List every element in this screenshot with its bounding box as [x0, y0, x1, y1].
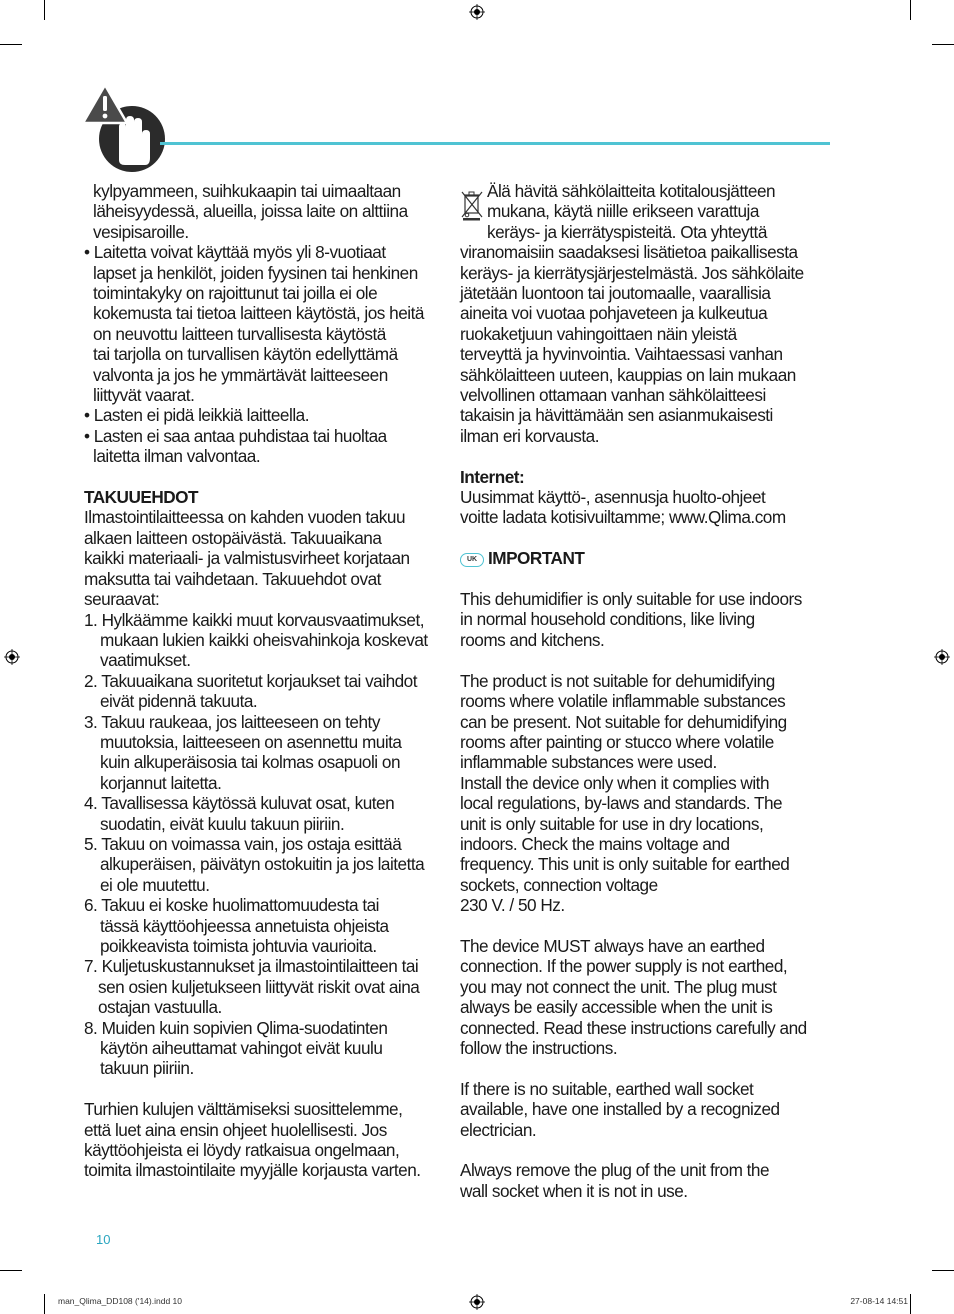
- registration-mark-icon: [934, 649, 950, 665]
- closing-text: että luet aina ensin ohjeet huolellisesti. Jos: [84, 1119, 387, 1140]
- important-text: frequency. This unit is only suitable for earthed: [460, 854, 790, 875]
- important-text: unit is only suitable for use in dry locations,: [460, 813, 764, 834]
- warranty-intro-line: seuraavat:: [84, 589, 160, 610]
- registration-mark-icon: [469, 1294, 485, 1310]
- bullet-item-line: • Laitetta voivat käyttää myös yli 8-vuotiaat: [84, 242, 386, 263]
- weee-text: velvollinen ottamaan vanhan sähkölaitteesi: [460, 385, 766, 406]
- internet-text: voitte ladata kotisivuiltamme; www.Qlima.com: [460, 507, 786, 528]
- warning-hand-icon: [82, 82, 168, 174]
- intro-text: kylpyammeen, suihkukaapin tai uimaaltaan: [93, 181, 401, 201]
- crossed-out-bin-icon: [461, 189, 483, 221]
- important-text: The product is not suitable for dehumidifying: [460, 670, 775, 691]
- warranty-item-line: 8. Muiden kuin sopivien Qlima-suodatinten: [84, 1017, 388, 1038]
- weee-text: aineita voi vuotaa pohjaveteen ja kulkeutua: [460, 303, 768, 324]
- crop-mark: [44, 0, 45, 20]
- warranty-item-line: alkuperäisen, päivätyn ostokuitin ja jos laitetta: [100, 854, 425, 875]
- important-text: rooms after painting or stucco where volatile: [460, 731, 774, 752]
- important-text: local regulations, by-laws and standards. The: [460, 793, 783, 814]
- weee-text: keräys- ja kierrätysjärjestelmästä. Jos sähkölaite: [460, 262, 804, 283]
- closing-text: toimita ilmastointilaite myyjälle korjausta varten.: [84, 1160, 421, 1181]
- header-accent-line: [160, 142, 830, 145]
- bullet-item-line: liittyvät vaarat.: [93, 385, 195, 406]
- important-text: wall socket when it is not in use.: [460, 1180, 688, 1201]
- warranty-intro-line: alkaen laitteen ostopäivästä. Takuuaikana: [84, 527, 382, 548]
- warranty-item-line: poikkeavista toimista johtuvia vaurioita.: [100, 936, 377, 957]
- bullet-item-line: kokemusta tai tietoa laitteen käytöstä, jos heitä: [93, 303, 424, 324]
- important-text: can be present. Not suitable for dehumidifying: [460, 711, 787, 732]
- weee-text: ilman eri korvausta.: [460, 425, 600, 446]
- important-text: Always remove the plug of the unit from the: [460, 1160, 770, 1181]
- right-column: [460, 181, 832, 1201]
- important-text: available, have one installed by a recognized: [460, 1099, 780, 1120]
- weee-block: [460, 181, 832, 242]
- important-text: connection. If the power supply is not earthed,: [460, 956, 788, 977]
- important-text: rooms where volatile inflammable substances: [460, 691, 786, 712]
- warranty-item-line: eivät pidennä takuuta.: [100, 691, 258, 712]
- internet-text: Uusimmat käyttö-, asennusja huolto-ohjeet: [460, 487, 766, 508]
- important-text: Install the device only when it complies with: [460, 772, 769, 793]
- weee-text: terveyttä ja hyvinvointia. Vaihtaessasi vanhan: [460, 344, 783, 365]
- crop-mark: [44, 1294, 45, 1314]
- warranty-item-line: 6. Takuu ei koske huolimattomuudesta tai: [84, 895, 379, 916]
- bullet-item-line: on neuvottu laitteen turvallisesta käytöstä: [93, 323, 386, 344]
- warranty-item-line: 4. Tavallisessa käytössä kuluvat osat, kuten: [84, 793, 395, 814]
- intro-text: vesipisaroille.: [93, 221, 189, 242]
- bullet-item-line: • Lasten ei pidä leikkiä laitteella.: [84, 405, 309, 426]
- intro-text: läheisyydessä, alueilla, joissa laite on alttiina: [93, 201, 408, 222]
- warranty-item-line: sen osien kuljetukseen liittyvät riskit ovat aina: [98, 976, 420, 997]
- crop-mark: [0, 1270, 22, 1271]
- warranty-item-line: suodatin, eivät kuulu takuun piiriin.: [100, 813, 345, 834]
- closing-text: käyttöohjeista ei löydy ratkaisua ongelmaan,: [84, 1140, 400, 1161]
- warranty-item-line: korjannut laitetta.: [100, 772, 222, 793]
- important-text: The device MUST always have an earthed: [460, 935, 765, 956]
- closing-text: Turhien kulujen välttämiseksi suosittelemme,: [84, 1099, 403, 1120]
- warranty-heading: TAKUUEHDOT: [84, 487, 199, 508]
- warranty-intro-line: Ilmastointilaitteessa on kahden vuoden takuu: [84, 507, 406, 528]
- weee-text: Älä hävitä sähkölaitteita kotitalousjätteen: [487, 181, 776, 201]
- important-text: rooms and kitchens.: [460, 629, 605, 650]
- crop-mark: [910, 0, 911, 20]
- important-text: follow the instructions.: [460, 1037, 618, 1058]
- important-text: in normal household conditions, like living: [460, 609, 755, 630]
- crop-mark: [0, 44, 22, 45]
- registration-mark-icon: [4, 649, 20, 665]
- registration-mark-icon: [469, 4, 485, 20]
- bullet-item-line: lapset ja henkilöt, joiden fyysinen tai henkinen: [93, 262, 418, 283]
- weee-text: mukana, käytä niille erikseen varattuja: [487, 201, 759, 222]
- warranty-item-line: kuin alkuperäisosia tai kolmas osapuoli on: [100, 752, 401, 773]
- crop-mark: [910, 1294, 911, 1314]
- warranty-item-line: 5. Takuu on voimassa vain, jos ostaja esittää: [84, 833, 402, 854]
- slug-date-info: 27-08-14 14:51: [850, 1296, 908, 1306]
- important-text: sockets, connection voltage: [460, 874, 658, 895]
- weee-text: sähkölaitteen uuteen, kauppias on lain mukaan: [460, 364, 796, 385]
- important-text: connected. Read these instructions carefully and: [460, 1017, 807, 1038]
- crop-mark: [932, 44, 954, 45]
- warranty-intro-line: maksutta tai vaihdetaan. Takuuehdot ovat: [84, 568, 381, 589]
- bullet-item-line: toimintakyky on rajoittunut tai joilla ei ole: [93, 283, 378, 304]
- bullet-item-line: • Lasten ei saa antaa puhdistaa tai huoltaa: [84, 425, 387, 446]
- important-text: If there is no suitable, earthed wall socket: [460, 1078, 754, 1099]
- important-text: 230 V. / 50 Hz.: [460, 895, 565, 916]
- bullet-item-line: laitetta ilman valvontaa.: [93, 446, 261, 467]
- important-text: inflammable substances were used.: [460, 752, 717, 773]
- weee-text: jätetään luontoon tai joutomaalle, vaarallisia: [460, 283, 771, 304]
- bullet-item-line: tai tarjolla on turvallisen käytön edellyttämä: [93, 344, 398, 365]
- important-text: always be easily accessible when the unit is: [460, 997, 773, 1018]
- important-text: electrician.: [460, 1119, 537, 1140]
- internet-heading: Internet:: [460, 466, 525, 487]
- bullet-item-line: valvonta ja jos he ymmärtävät laitteeseen: [93, 364, 388, 385]
- warranty-item-line: 3. Takuu raukeaa, jos laitteeseen on tehty: [84, 711, 380, 732]
- warranty-item-line: muutoksia, laitteeseen on asennettu muita: [100, 731, 402, 752]
- left-column: [84, 181, 454, 1181]
- warranty-item-line: 2. Takuuaikana suoritetut korjaukset tai vaihdot: [84, 670, 418, 691]
- warranty-item-line: mukaan lukien kaikki oheisvahinkoja koskevat: [100, 629, 428, 650]
- warranty-item-line: käytön aiheuttamat vahingot eivät kuulu: [100, 1038, 383, 1059]
- slug-file-info: man_Qlima_DD108 ('14).indd 10: [58, 1296, 182, 1306]
- important-text: This dehumidifier is only suitable for use indoors: [460, 589, 802, 610]
- important-heading-row: [460, 548, 832, 568]
- important-text: you may not connect the unit. The plug must: [460, 976, 777, 997]
- warranty-item-line: ei ole muutettu.: [100, 874, 210, 895]
- crop-mark: [932, 1270, 954, 1271]
- page-number: 10: [96, 1232, 111, 1247]
- warranty-item-line: 1. Hylkäämme kaikki muut korvausvaatimukset,: [84, 609, 425, 630]
- uk-flag-badge: UK: [460, 553, 484, 567]
- weee-text: ruokaketjuun vahingoittaen näin yleistä: [460, 323, 737, 344]
- warranty-item-line: takuun piiriin.: [100, 1058, 194, 1079]
- warranty-item-line: 7. Kuljetuskustannukset ja ilmastointilaitteen tai: [84, 956, 419, 977]
- warranty-item-line: tässä käyttöohjeessa annetuista ohjeista: [100, 915, 389, 936]
- weee-text: takaisin ja hävittämään sen asianmukaisesti: [460, 405, 773, 426]
- warranty-intro-line: kaikki materiaali- ja valmistusvirheet korjataan: [84, 548, 410, 569]
- warranty-item-line: vaatimukset.: [100, 650, 191, 671]
- important-text: indoors. Check the mains voltage and: [460, 833, 730, 854]
- important-heading: IMPORTANT: [488, 548, 585, 569]
- weee-text: viranomaisiin saadaksesi lisätietoa paikallisesta: [460, 242, 798, 263]
- warranty-item-line: ostajan vastuulla.: [98, 997, 222, 1018]
- weee-text: keräys- ja kierrätyspisteitä. Ota yhteyttä: [487, 221, 767, 242]
